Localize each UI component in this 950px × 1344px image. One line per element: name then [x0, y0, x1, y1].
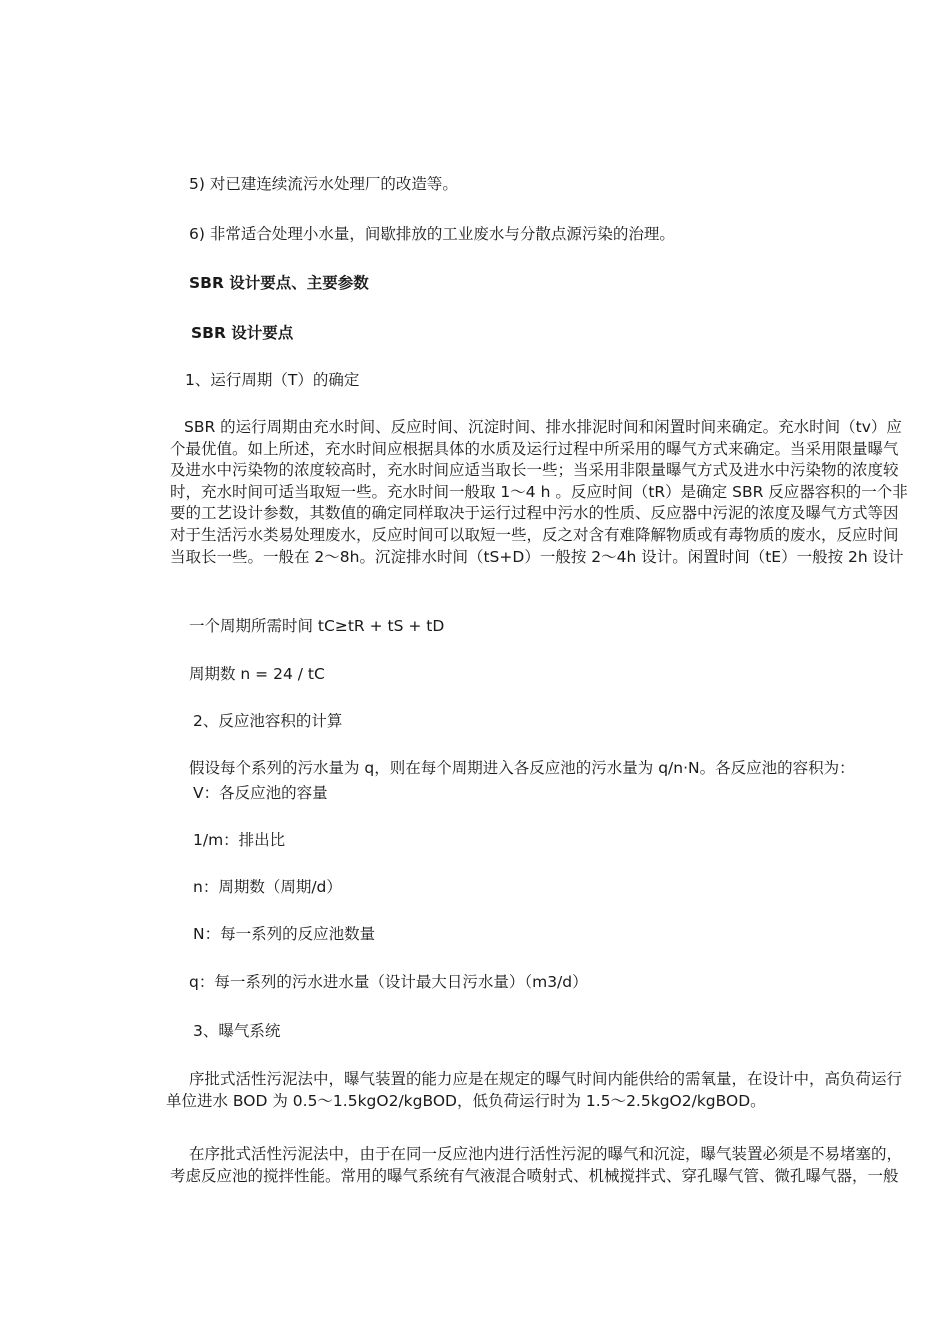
- list-item-5: 5) 对已建连续流污水处理厂的改造等。: [189, 175, 458, 193]
- definition-v: V：各反应池的容量: [193, 784, 328, 802]
- text-line: 及进水中污染物的浓度较高时，充水时间应适当取长一些；当采用非限量曝气方式及进水中污染物的浓度较: [170, 461, 899, 480]
- definition-n: n：周期数（周期/d）: [193, 878, 342, 896]
- definition-q: q：每一系列的污水进水量（设计最大日污水量）（m3/d）: [189, 973, 588, 991]
- text-line: SBR 的运行周期由充水时间、反应时间、沉淀时间、排水排泥时间和闲置时间来确定。充水时间（tv）应: [184, 418, 902, 436]
- text-line: 对于生活污水类易处理废水，反应时间可以取短一些，反之对含有难降解物质或有毒物质的废水，反应时间: [170, 525, 899, 544]
- definition-N: N：每一系列的反应池数量: [193, 925, 376, 943]
- formula-cycle-time: 一个周期所需时间 tC≥tR + tS + tD: [189, 617, 445, 635]
- definition-m: 1/m：排出比: [193, 831, 286, 849]
- section-heading-params: SBR 设计要点、主要参数: [189, 274, 369, 292]
- subheading-volume: 2、反应池容积的计算: [193, 712, 343, 730]
- paragraph-aeration-equipment: [170, 1144, 902, 1187]
- paragraph-aeration-capacity: [166, 1069, 903, 1112]
- text-line: 要的工艺设计参数，其数值的确定同样取决于运行过程中污水的性质、反应器中污泥的浓度及曝气方式等因: [170, 504, 899, 523]
- subheading-cycle: 1、运行周期（T）的确定: [185, 371, 360, 389]
- paragraph-cycle: [170, 417, 908, 568]
- section-heading-points: SBR 设计要点: [191, 324, 294, 342]
- text-line: 考虑反应池的搅拌性能。常用的曝气系统有气液混合喷射式、机械搅拌式、穿孔曝气管、微孔曝气器，一般: [170, 1166, 899, 1185]
- text-line: 个最优值。如上所述，充水时间应根据具体的水质及运行过程中所采用的曝气方式来确定。当采用限量曝气: [170, 439, 899, 458]
- text-line: 在序批式活性污泥法中，由于在同一反应池内进行活性污泥的曝气和沉淀，曝气装置必须是不易堵塞的，: [189, 1145, 903, 1163]
- volume-intro: 假设每个系列的污水量为 q，则在每个周期进入各反应池的污水量为 q/n·N。各反应池的容积为：: [189, 759, 855, 777]
- text-line: 序批式活性污泥法中，曝气装置的能力应是在规定的曝气时间内能供给的需氧量，在设计中，高负荷运行: [189, 1070, 903, 1088]
- text-line: 时，充水时间可适当取短一些。充水时间一般取 1～4 h 。反应时间（tR）是确定 SBR 反应器容积的一个非: [170, 482, 908, 501]
- text-line: 当取长一些。一般在 2～8h。沉淀排水时间（tS+D）一般按 2～4h 设计。闲置时间（tE）一般按 2h 设计: [170, 547, 904, 566]
- list-item-6: 6) 非常适合处理小水量，间歇排放的工业废水与分散点源污染的治理。: [189, 225, 675, 243]
- subheading-aeration: 3、曝气系统: [193, 1022, 281, 1040]
- text-line: 单位进水 BOD 为 0.5～1.5kgO2/kgBOD，低负荷运行时为 1.5～2.5kgO2/kgBOD。: [166, 1091, 766, 1110]
- formula-cycle-count: 周期数 n = 24 / tC: [189, 665, 325, 683]
